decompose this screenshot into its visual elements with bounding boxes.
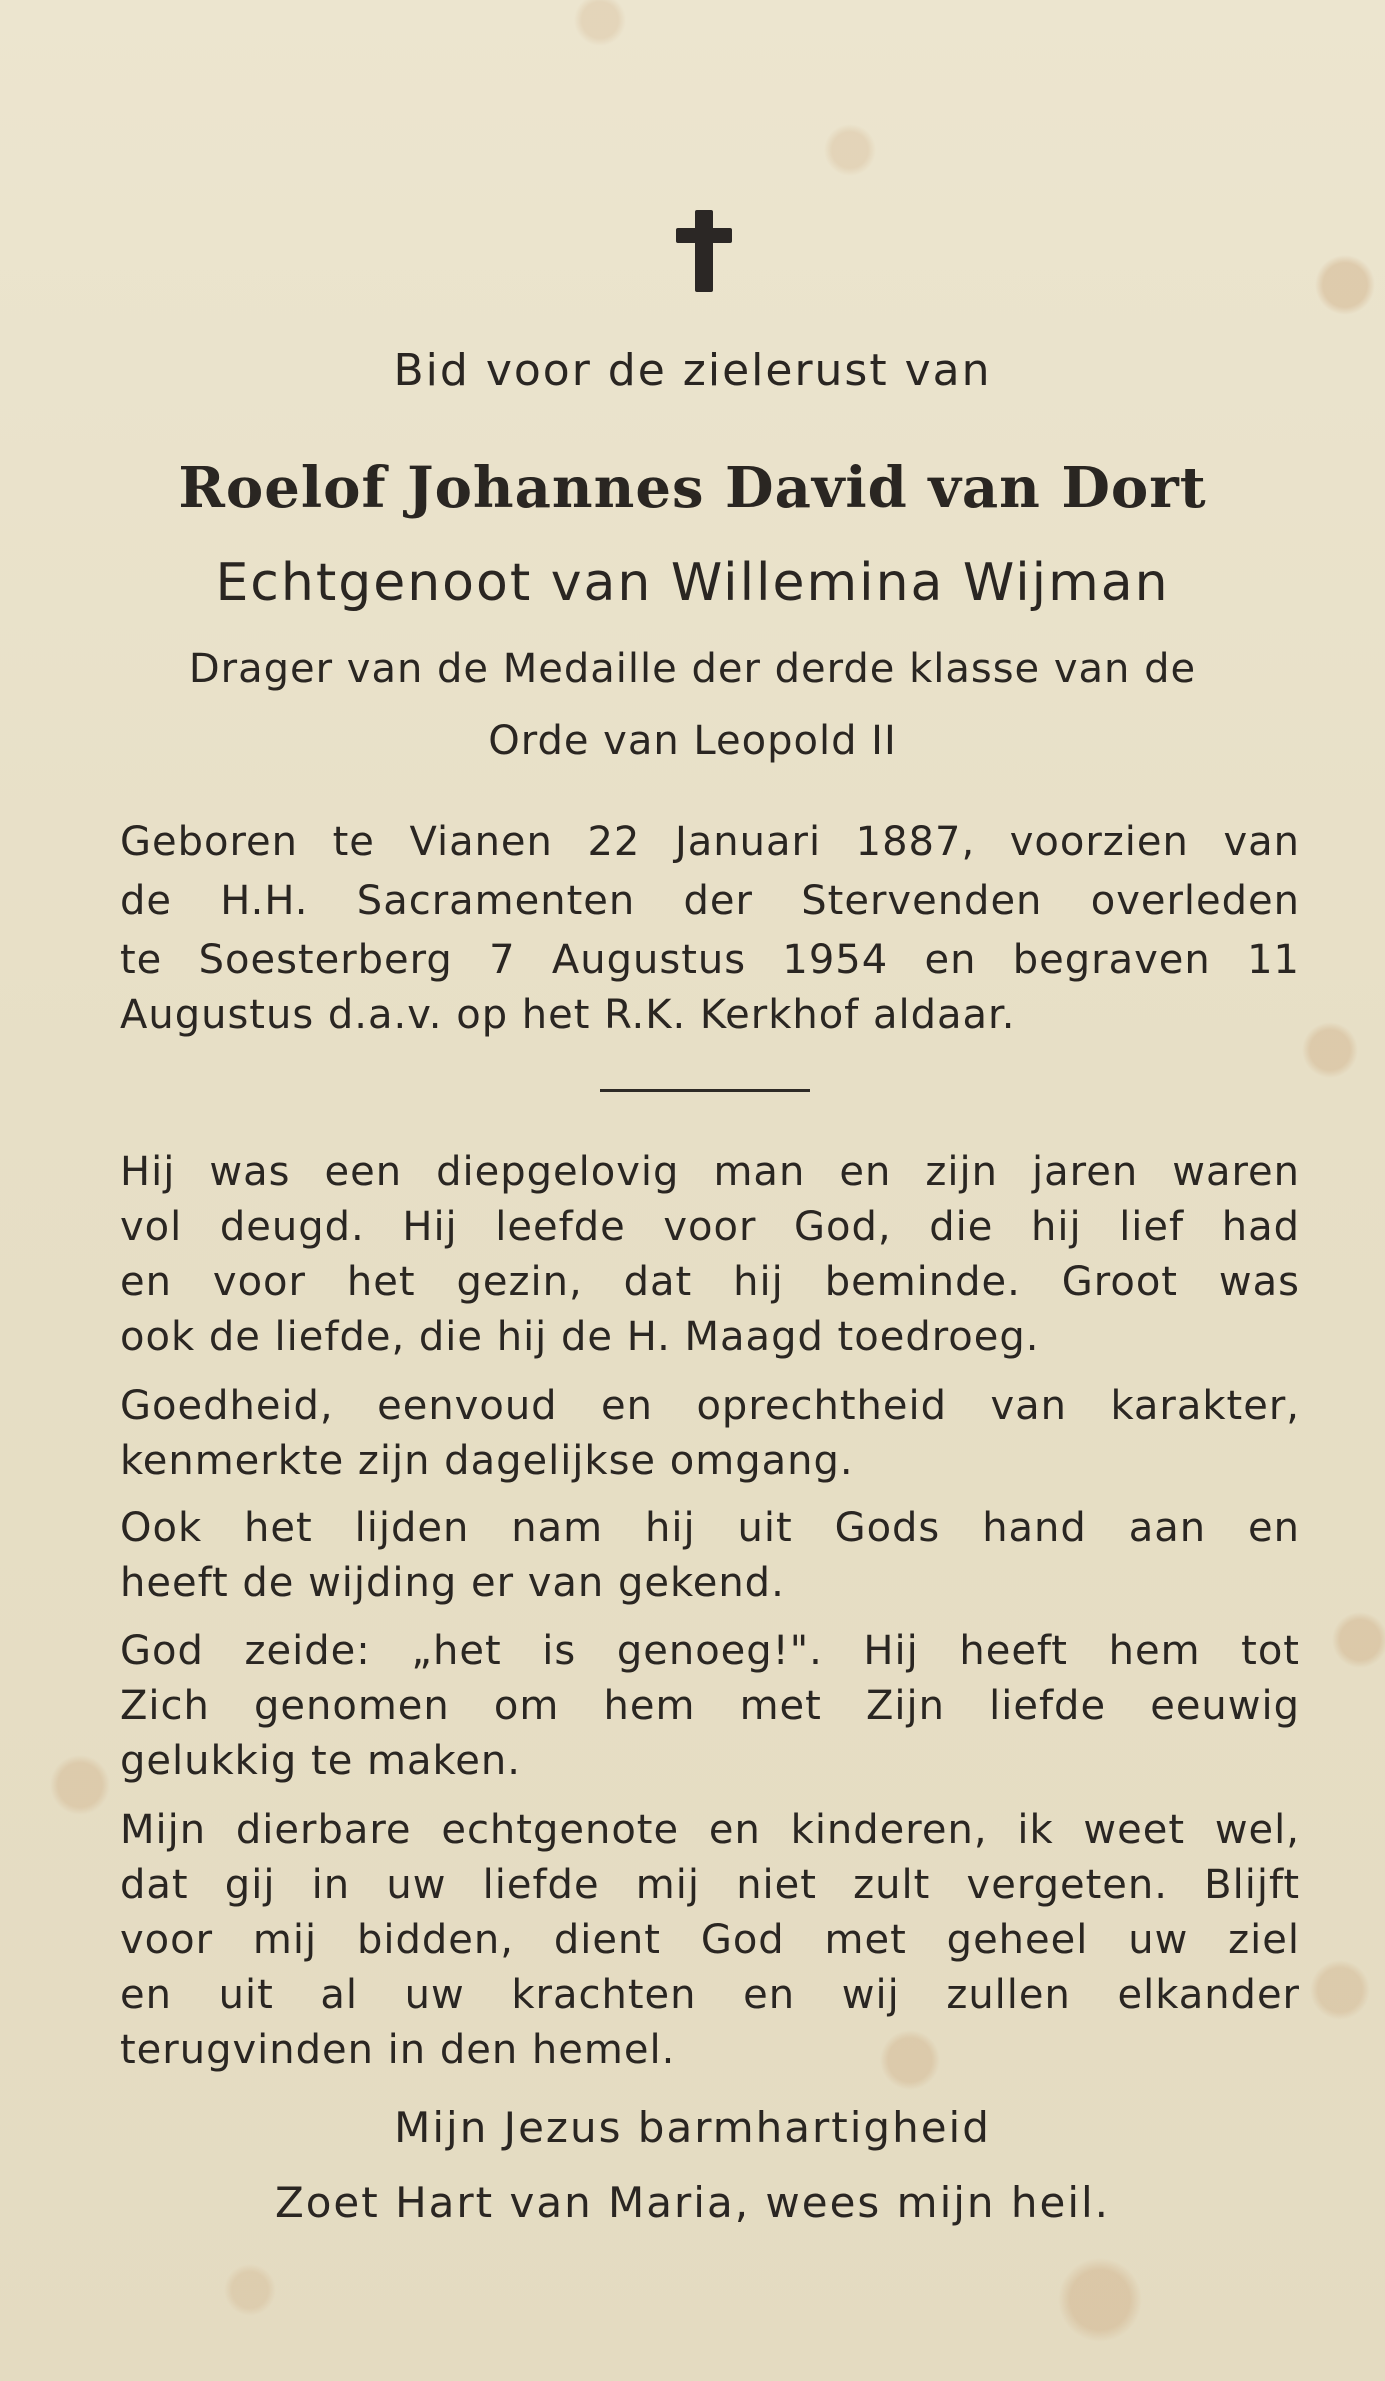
paragraph-3-line: heeft de wijding er van gekend. <box>120 1560 785 1606</box>
biography-line: Geboren te Vianen 22 Januari 1887, voorzien van <box>120 819 1300 865</box>
paragraph-4-line: Zich genomen om hem met Zijn liefde eeuwig <box>120 1683 1300 1729</box>
cross-vertical-bar <box>695 210 713 292</box>
paragraph-1-line: vol deugd. Hij leefde voor God, die hij lief had <box>120 1204 1300 1250</box>
biography-line: de H.H. Sacramenten der Stervenden overleden <box>120 878 1300 924</box>
paragraph-3-line: Ook het lijden nam hij uit Gods hand aan en <box>120 1505 1300 1551</box>
invocation-text: Bid voor de zielerust van <box>393 345 992 396</box>
paragraph-1-line: en voor het gezin, dat hij beminde. Groot was <box>120 1259 1300 1305</box>
closing-prayer-line-2: Zoet Hart van Maria, wees mijn heil. <box>274 2178 1111 2227</box>
deceased-name: Roelof Johannes David van Dort <box>178 455 1207 521</box>
honor-line-2: Orde van Leopold II <box>488 718 897 764</box>
paragraph-1-line: Hij was een diepgelovig man en zijn jaren waren <box>120 1149 1300 1195</box>
section-divider <box>600 1089 810 1092</box>
paragraph-5-line: voor mij bidden, dient God met geheel uw ziel <box>120 1917 1300 1963</box>
paragraph-1-line: ook de liefde, die hij de H. Maagd toedroeg. <box>120 1314 1040 1360</box>
spouse-line: Echtgenoot van Willemina Wijman <box>215 553 1170 613</box>
paragraph-4-line: gelukkig te maken. <box>120 1738 521 1784</box>
paragraph-4-line: God zeide: „het is genoeg!". Hij heeft hem tot <box>120 1628 1300 1674</box>
latin-cross-icon <box>676 210 732 292</box>
paragraph-2-line: Goedheid, eenvoud en oprechtheid van karakter, <box>120 1383 1300 1429</box>
paragraph-5-line: en uit al uw krachten en wij zullen elkander <box>120 1972 1300 2018</box>
biography-line: Augustus d.a.v. op het R.K. Kerkhof aldaar. <box>120 992 1016 1038</box>
honor-line-1: Drager van de Medaille der derde klasse van de <box>188 646 1197 692</box>
closing-prayer-line-1: Mijn Jezus barmhartigheid <box>394 2103 991 2152</box>
paragraph-5-line: Mijn dierbare echtgenote en kinderen, ik weet wel, <box>120 1807 1300 1853</box>
biography-line: te Soesterberg 7 Augustus 1954 en begraven 11 <box>120 937 1300 983</box>
cross-horizontal-bar <box>676 228 732 243</box>
paragraph-2-line: kenmerkte zijn dagelijkse omgang. <box>120 1438 854 1484</box>
paragraph-5-line: dat gij in uw liefde mij niet zult vergeten. Blijft <box>120 1862 1300 1908</box>
paragraph-5-line: terugvinden in den hemel. <box>120 2027 676 2073</box>
